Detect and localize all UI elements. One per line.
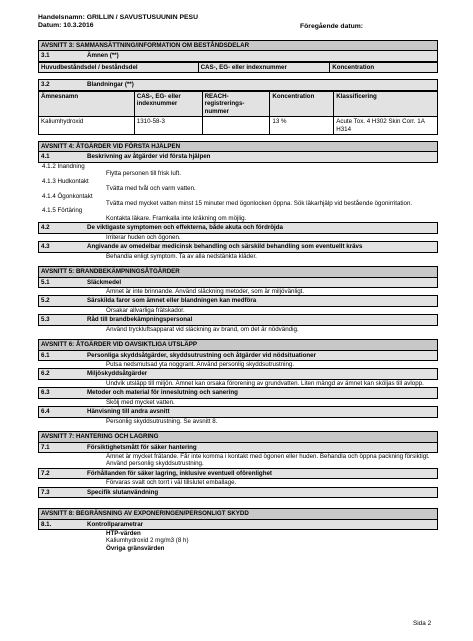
subsection-number: 4.1 [41, 153, 50, 161]
page-number: Sida 2 [413, 620, 432, 627]
table-header-cell: REACH-registrerings-nummer [202, 91, 270, 116]
subsection-number: 3.1 [41, 52, 50, 60]
subsection-number: 4.2 [41, 224, 50, 232]
table-cell [202, 117, 270, 135]
subsection-8-1 [38, 520, 438, 530]
subsection-4-2 [38, 222, 438, 233]
section-8-title: AVSNITT 8: BEGRÄNSNING AV EXPONERINGEN/PERSONLIGT SKYDD [38, 508, 438, 519]
subsection-number: 6.3 [41, 389, 50, 397]
subsection-number: 5.3 [41, 316, 50, 324]
subsection-title: Förhållanden för säker lagring, inklusive eventuell oförenlighet [87, 469, 272, 477]
subsection-title: Råd till brandbekämpningspersonal [87, 316, 193, 324]
subsection-title: Hänvisning till andra avsnitt [87, 408, 170, 416]
text-6-1: Putsa nedsmutsad yta noggrant. Använd personlig skyddsutrustning. [106, 361, 295, 368]
table-header-cell: Ämnesnamn [39, 91, 135, 116]
text-5-3: Använd tryckluftsapparat vid släckning av brand, om det är nödvändig. [106, 325, 299, 333]
section-5-title: AVSNITT 5: BRANDBEKÄMPNINGSÅTGÄRDER [38, 266, 438, 277]
subsection-title: De viktigaste symptomen och effekterna, både akuta och fördröjda [87, 224, 283, 232]
substances-table [38, 62, 438, 73]
table-row [39, 117, 438, 135]
subsection-number: 3.2 [41, 81, 50, 89]
htp-heading: HTP-värden [106, 530, 141, 537]
subsection-3-2 [38, 79, 438, 90]
text-skin: Tvätta med tvål och varm vatten. [106, 185, 196, 193]
subsection-5-1 [38, 278, 438, 288]
subsection-5-2 [38, 295, 438, 306]
table-cell: 1310-58-3 [134, 117, 202, 135]
subsection-4-3 [38, 241, 438, 252]
subsection-title: Släckmedel [87, 278, 122, 286]
subsection-5-3 [38, 314, 438, 325]
subsection-title: Ämnen (**) [87, 52, 119, 60]
previous-date: Föregående datum: [300, 23, 364, 30]
text-4-3: Behandla enligt symptom. Ta av alla nedstänkta kläder. [106, 252, 257, 260]
table-header-cell: CAS-, EG- eller indexnummer [134, 91, 202, 116]
table-cell: 13 % [270, 117, 334, 135]
subsection-7-3 [38, 487, 438, 498]
text-ingestion: Kontakta läkare. Framkalla inte kräkning om möjlig. [106, 214, 247, 222]
page-header [38, 14, 438, 30]
table-header-cell: Koncentration [330, 62, 438, 72]
date: Datum: 10.3.2016 [38, 22, 94, 30]
subsection-title: Försiktighetsmått för säker hantering [87, 443, 197, 451]
subsection-7-1 [38, 443, 438, 453]
table-header-cell: Klassificering [334, 91, 438, 116]
text-7-1: Ämnet är mycket frätande. Får inte komma i kontakt med ögonen eller huden. Behandla och öppna packning försiktigt. Använd personlig skyddsutrustning. [106, 452, 430, 468]
subsection-number: 6.1 [41, 351, 50, 359]
section-4-title: AVSNITT 4: ÅTGÄRDER VID FÖRSTA HJÄLPEN [38, 141, 438, 152]
text-6-4: Personlig skyddsutrustning. Se avsnitt 8. [106, 417, 218, 425]
subsection-4-1 [38, 152, 438, 162]
subsection-number: 8.1. [41, 520, 52, 528]
sub-label-inhalation: 4.1.2 Inandning [42, 162, 85, 170]
subsection-number: 4.3 [41, 243, 50, 251]
table-header-row [39, 62, 438, 72]
subsection-3-1 [38, 51, 438, 61]
section-3-title: AVSNITT 3: SAMMANSÄTTNING/INFORMATION OM BESTÅNDSDELAR [38, 40, 438, 51]
table-cell: Kaliumhydroxid [39, 117, 135, 135]
subsection-number: 7.2 [41, 469, 50, 477]
subsection-6-4 [38, 406, 438, 417]
text-4-2: Irriterar huden och ögonen. [106, 233, 181, 241]
subsection-number: 5.1 [41, 278, 50, 286]
subsection-6-1 [38, 351, 438, 361]
subsection-number: 7.3 [41, 488, 50, 496]
subsection-title: Specifik slutanvändning [87, 488, 159, 496]
subsection-title: Beskrivning av åtgärder vid första hjälpen [87, 153, 211, 161]
subsection-number: 6.4 [41, 408, 50, 416]
subsection-title: Personliga skyddsåtgärder, skyddsutrustning och åtgärder vid nödsituationer [87, 351, 316, 359]
subsection-title: Kontrollparametrar [87, 520, 144, 528]
subsection-title: Blandningar (**) [87, 81, 134, 89]
sub-label-skin: 4.1.3 Hudkontakt [42, 177, 89, 185]
subsection-title: Miljöskyddsåtgärder [87, 370, 148, 378]
text-5-2: Orsakar allvarliga frätskador. [106, 306, 185, 314]
subsection-number: 5.2 [41, 297, 50, 305]
subsection-6-3 [38, 387, 438, 398]
text-5-1: Ämnet är inte brinnande. Använd släckning metoder, som är miljövänligt. [106, 287, 305, 295]
htp-value: Kaliumhydroxid 2 mg/m3 (8 h) [106, 537, 189, 545]
table-cell: Acute Tox. 4 H302 Skin Corr. 1A H314 [334, 117, 438, 135]
subsection-7-2 [38, 468, 438, 479]
text-7-2: Förvaras svalt och torrt i väl tillslutet emballage. [106, 479, 237, 487]
text-6-3: Skölj med mycket vatten. [106, 398, 175, 406]
text-eye: Tvätta med mycket vatten minst 15 minuter med ögonlocken öppna. Sök läkarhjälp vid bestående ögonirritation. [106, 200, 413, 207]
subsection-number: 6.2 [41, 370, 50, 378]
sub-label-ingestion: 4.1.5 Förtäring [42, 207, 83, 215]
sub-label-eye: 4.1.4 Ögonkontakt [42, 192, 93, 200]
table-header-cell: CAS-, EG- eller indexnummer [198, 62, 330, 72]
sds-content [38, 40, 438, 552]
subsection-title: Metoder och material för inneslutning och sanering [87, 389, 238, 397]
subsection-title: Särskilda faror som ämnet eller blandningen kan medföra [87, 297, 257, 305]
mixtures-table [38, 91, 438, 135]
text-inhalation: Flytta personen till frisk luft. [106, 170, 181, 178]
table-header-row [39, 91, 438, 116]
section-6-title: AVSNITT 6: ÅTGÄRDER VID OAVSIKTLIGA UTSLÄPP [38, 339, 438, 350]
subsection-title: Angivande av omedelbar medicinsk behandling och särskild behandling som eventuellt krävs [87, 243, 363, 251]
table-header-cell: Huvudbeståndsdel / beståndsdel [39, 62, 199, 72]
subsection-number: 7.1 [41, 443, 50, 451]
subsection-6-2 [38, 368, 438, 379]
trade-name: Handelsnamn: GRILLIN / SAVUSTUSUUNIN PESU [38, 14, 198, 21]
section-7-title: AVSNITT 7: HANTERING OCH LAGRING [38, 431, 438, 442]
table-header-cell: Koncentration [270, 91, 334, 116]
text-6-2: Undvik utsläpp till miljön. Ämnet kan orsaka förorening av grundvatten. Liten mängd av ämnet kan sköljas till avlopp. [106, 379, 424, 387]
other-limits-heading: Övriga gränsvärden [106, 544, 165, 552]
